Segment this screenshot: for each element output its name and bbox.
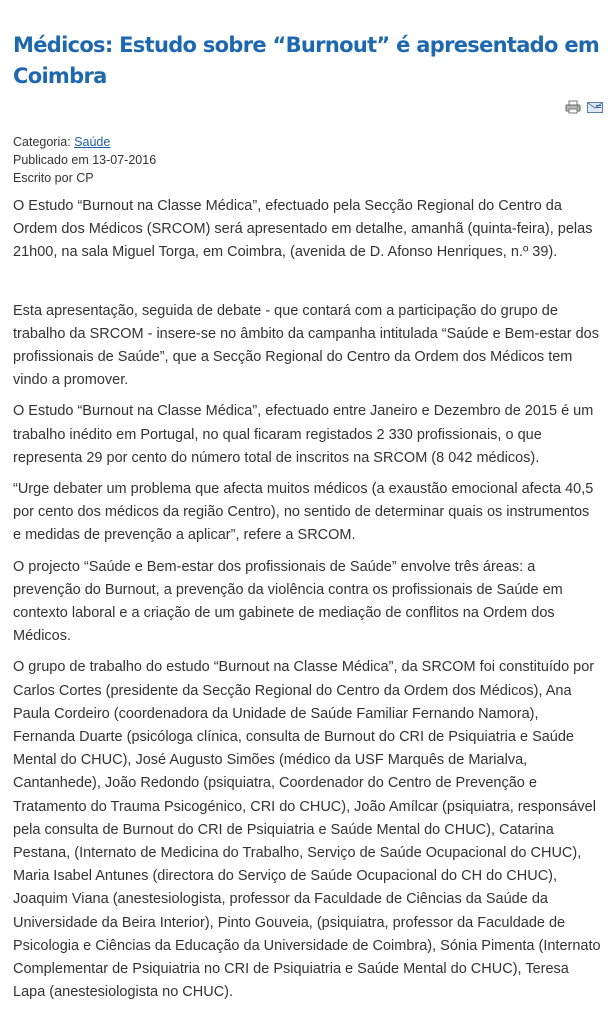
paragraph: O Estudo “Burnout na Classe Médica”, efectuado pela Secção Regional do Centro da Ordem dos Médicos (SRCOM) será apresentado em detalhe, amanhã (quinta-feira), pelas 21h00, na sala Miguel Torga, em Coimbra, (avenida de D. Afonso Henriques, n.º 39). <box>13 198 593 261</box>
published-date: Publicado em 13-07-2016 <box>13 153 157 167</box>
paragraph: O projecto “Saúde e Bem-estar dos profissionais de Saúde” envolve três áreas: a prevenção do Burnout, a prevenção da violência contra os profissionais de Saúde em contexto laboral e a criação de um gabinete de mediação de conflitos na Ordem dos Médicos. <box>13 558 563 645</box>
print-icon[interactable] <box>565 100 581 114</box>
paragraph: O grupo de trabalho do estudo “Burnout na Classe Médica”, da SRCOM foi constituído por Carlos Cortes (presidente da Secção Regional do Centro da Ordem dos Médicos), Ana Paula Cordeiro (coordenadora da Unidade de Saúde Familiar Fernando Namora), Fernanda Duarte (psicóloga clínica, consulta de Burnout do CRI de Psiquiatria e Saúde Mental do CHUC), José Augusto Simões (médico da USF Marquês de Marialva, Cantanhede), João Redondo (psiquiatra, Coordenador do Centro de Prevenção e Tratamento do Trauma Psicogénico, CRI do CHUC), João Amílcar (psiquiatra, responsável pela consulta de Burnout do CRI de Psiquiatria e Saúde Mental do CHUC), Catarina Pestana, (Internato de Medicina do Trabalho, Serviço de Saúde Ocupacional do CHUC), Maria Isabel Antunes (directora do Serviço de Saúde Ocupacional do CH do CHUC), Joaquim Viana (anestesiologista, professor da Faculdade de Ciências da Saúde da Universidade da Beira Interior), Pinto Gouveia, (psiquiatra, professor da Faculdade de Psicologia e Ciências da Educação da Universidade de Coimbra), Sónia Pimenta (Internato Complementar de Psiquiatria no CRI de Psiquiatria e Saúde Mental do CHUC), Teresa Lapa (anestesiologista no CHUC). <box>13 659 601 1001</box>
paragraph: O Estudo “Burnout na Classe Médica”, efectuado entre Janeiro e Dezembro de 2015 é um trabalho inédito em Portugal, no qual ficaram registados 2 330 profissionais, o que representa 29 por cento do número total de inscritos na SRCOM (8 042 médicos). <box>13 403 594 466</box>
category-line <box>13 133 156 151</box>
article-meta <box>13 133 156 187</box>
category-link[interactable]: Saúde <box>74 135 111 149</box>
paragraph: Esta apresentação, seguida de debate - que contará com a participação do grupo de trabalho da SRCOM - insere-se no âmbito da campanha intitulada “Saúde e Bem-estar dos profissionais de Saúde”, que a Secção Regional do Centro da Ordem dos Médicos tem vindo a promover. <box>13 302 599 389</box>
article-tools <box>565 100 603 114</box>
email-icon[interactable] <box>587 100 603 114</box>
category-label: Categoria: <box>13 135 71 149</box>
article-body <box>13 195 601 1013</box>
author: Escrito por CP <box>13 171 94 185</box>
paragraph: “Urge debater um problema que afecta muitos médicos (a exaustão emocional afecta 40,5 por cento dos médicos da região Centro), no sentido de determinar quais os instrumentos e medidas de prevenção a aplicar”, refere a SRCOM. <box>13 481 594 544</box>
page-title: Médicos: Estudo sobre “Burnout” é apresentado em Coimbra <box>13 33 600 88</box>
